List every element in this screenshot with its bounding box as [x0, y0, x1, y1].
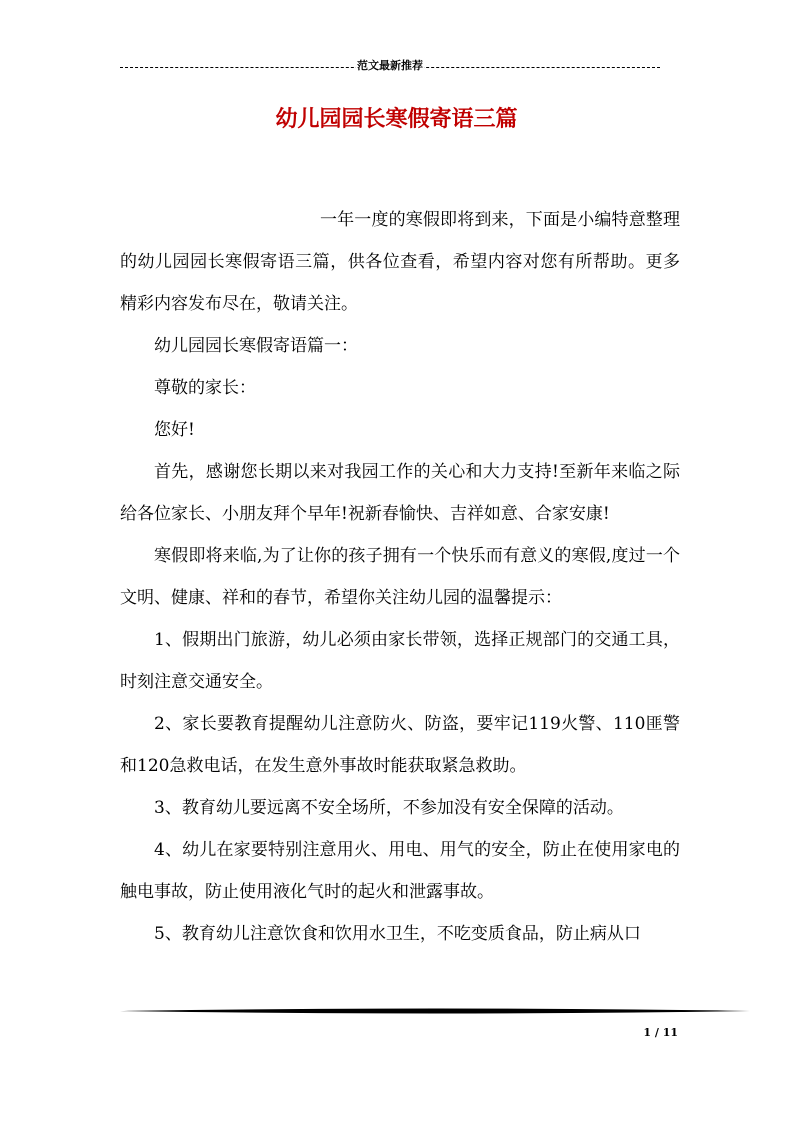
page-header — [120, 57, 660, 77]
tip-item: 3、教育幼儿要远离不安全场所，不参加没有安全保障的活动。 — [154, 798, 624, 818]
tip-item: 5、教育幼儿注意饮食和饮用水卫生，不吃变质食品，防止病从口 — [154, 924, 641, 944]
section-heading: 幼儿园园长寒假寄语篇一： — [154, 336, 358, 356]
tip-item: 4、幼儿在家要特别注意用火、用电、用气的安全，防止在使用家电的触电事故，防止使用液化气时的起火和泄露事故。 — [120, 840, 680, 902]
greeting: 您好! — [154, 420, 195, 440]
body-paragraph: 寒假即将来临,为了让你的孩子拥有一个快乐而有意义的寒假,度过一个文明、健康、祥和的春节，希望你关注幼儿园的温馨提示： — [120, 546, 680, 608]
page-number: 1 / 11 — [643, 1026, 678, 1039]
salutation: 尊敬的家长： — [154, 378, 256, 398]
intro-paragraph: 一年一度的寒假即将到来，下面是小编特意整理的幼儿园园长寒假寄语三篇，供各位查看，希望内容对您有所帮助。更多精彩内容发布尽在，敬请关注。 — [120, 210, 680, 314]
tip-item: 2、家长要教育提醒幼儿注意防火、防盗，要牢记119火警、110匪警和120急救电话，在发生意外事故时能获取紧急救助。 — [120, 714, 680, 776]
tip-item: 1、假期出门旅游，幼儿必须由家长带领，选择正规部门的交通工具，时刻注意交通安全。 — [120, 630, 680, 692]
header-label: 范文最新推荐 — [357, 59, 423, 72]
body-paragraph: 首先，感谢您长期以来对我园工作的关心和大力支持!至新年来临之际给各位家长、小朋友拜个早年!祝新春愉快、吉祥如意、合家安康! — [120, 462, 680, 524]
document-title: 幼儿园园长寒假寄语三篇 — [275, 106, 518, 132]
document-body — [120, 199, 680, 955]
footer-rule — [120, 1007, 750, 1015]
